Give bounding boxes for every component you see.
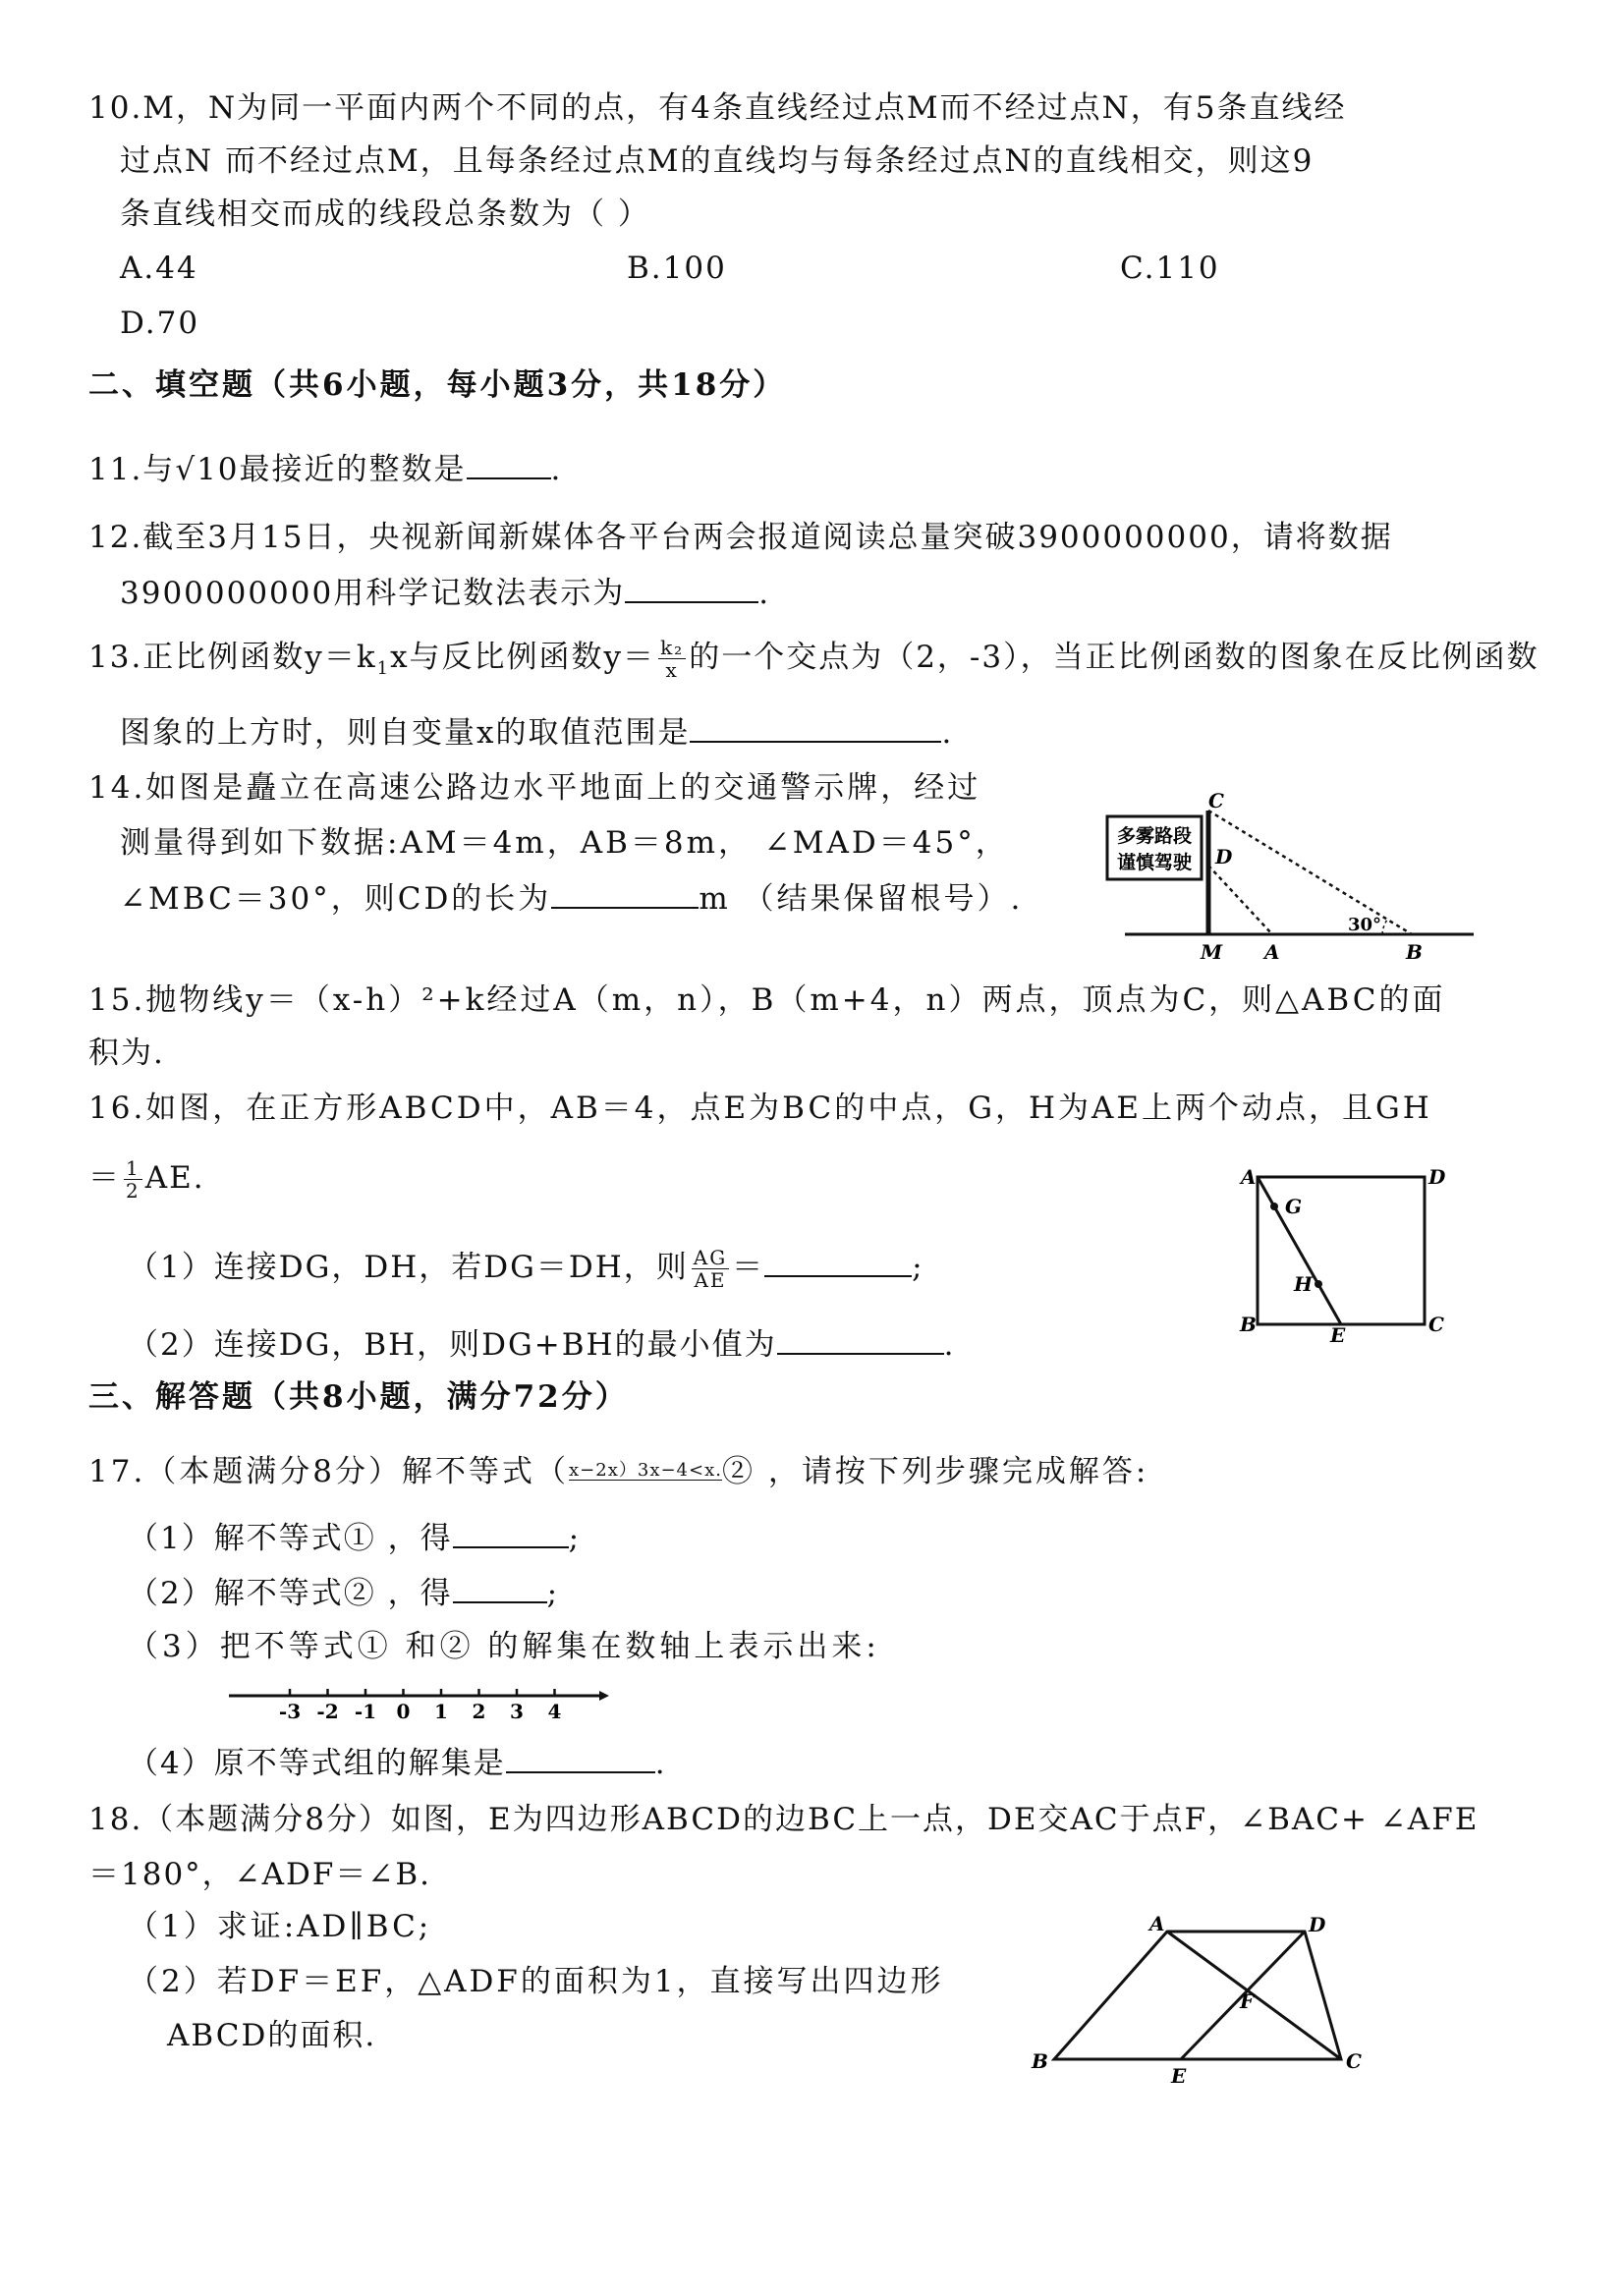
q17-step3: （3）把不等式① 和② 的解集在数轴上表示出来: bbox=[128, 1629, 880, 1664]
label-d: D bbox=[1428, 1165, 1446, 1189]
q10-option-d: D.70 bbox=[120, 306, 200, 341]
q17-step1 bbox=[128, 1517, 581, 1558]
q16-line1: 16.如图，在正方形ABCD中，AB＝4，点E为BC的中点，G，H为AE上两个动点，且GH bbox=[88, 1091, 1432, 1126]
q16-line2 bbox=[88, 1157, 205, 1202]
label-a: A bbox=[1264, 940, 1280, 964]
q13-before: 13.正比例函数y＝k bbox=[88, 640, 377, 675]
q11-after: 最接近的整数是 bbox=[239, 452, 467, 487]
q17-system: x−2x）3x−4<x. bbox=[569, 1460, 722, 1481]
q16-part1-blank[interactable] bbox=[764, 1246, 912, 1277]
tick-label: 1 bbox=[434, 1700, 448, 1723]
q17-step1-blank[interactable] bbox=[453, 1517, 569, 1548]
label-g: G bbox=[1285, 1195, 1303, 1218]
q18-line2: ＝180°，∠ADF＝∠B. bbox=[88, 1857, 432, 1892]
q13-end: . bbox=[941, 715, 954, 751]
q11-answer-blank[interactable] bbox=[467, 448, 551, 479]
section3-title: 三、解答题（共8小题，满分72分） bbox=[88, 1379, 629, 1415]
q13-after: 的一个交点为（2，-3），当正比例函数的图象在反比例函数 bbox=[689, 640, 1539, 675]
point-g bbox=[1270, 1203, 1278, 1210]
label-d: D bbox=[1215, 845, 1233, 868]
q16-line2-rest: AE. bbox=[144, 1160, 205, 1196]
q18-part2: （2）若DF＝EF，△ADF的面积为1，直接写出四边形 bbox=[128, 1964, 944, 1999]
q14-line3b: m （结果保留根号）. bbox=[699, 881, 1024, 917]
q18-part2b: ABCD的面积. bbox=[167, 2018, 377, 2053]
q11-before: 11.与 bbox=[88, 452, 176, 487]
angle-label: 30° bbox=[1348, 915, 1382, 935]
label-e: E bbox=[1330, 1323, 1346, 1347]
q14-line2: 测量得到如下数据:AM＝4m，AB＝8m， ∠MAD＝45°， bbox=[120, 825, 1009, 861]
q10-option-b: B.100 bbox=[627, 251, 727, 286]
tick-label: -1 bbox=[354, 1700, 377, 1723]
q14-answer-blank[interactable] bbox=[551, 877, 699, 909]
q12-answer-blank[interactable] bbox=[625, 572, 758, 603]
q13-answer-blank[interactable] bbox=[690, 711, 941, 743]
q17-number-line bbox=[221, 1678, 614, 1727]
line-ad bbox=[1208, 866, 1272, 934]
q13-mid: x与反比例函数y＝ bbox=[390, 640, 656, 675]
q17-step2-blank[interactable] bbox=[453, 1572, 547, 1603]
q17-step2-end: ; bbox=[546, 1576, 560, 1611]
q14-sign-figure bbox=[1105, 791, 1483, 963]
q16-part1-end: ; bbox=[912, 1250, 924, 1285]
q16-square-figure bbox=[1233, 1162, 1446, 1347]
q16-part1-den: AE bbox=[694, 1268, 727, 1292]
q16-part1-num: AG bbox=[693, 1246, 728, 1269]
q17-circle2: ② bbox=[721, 1454, 756, 1489]
q17-step4-blank[interactable] bbox=[506, 1742, 655, 1773]
q10-line2: 过点N 而不经过点M，且每条经过点M的直线均与每条经过点N的直线相交，则这9 bbox=[120, 143, 1315, 179]
q18-line1: 18.（本题满分8分）如图，E为四边形ABCD的边BC上一点，DE交AC于点F，∠BAC+ ∠AFE bbox=[88, 1802, 1480, 1837]
q13-frac-num: k₂ bbox=[660, 636, 685, 659]
q17-header bbox=[88, 1452, 1148, 1491]
q17-step2 bbox=[128, 1572, 559, 1613]
q10-option-c: C.110 bbox=[1120, 251, 1220, 286]
q17-step2-text: （2）解不等式② ，得 bbox=[128, 1576, 453, 1611]
q13-frac-den: x bbox=[665, 658, 679, 682]
q13-line1 bbox=[88, 637, 1539, 689]
q17-suffix: ，请按下列步骤完成解答: bbox=[767, 1454, 1149, 1489]
label-b: B bbox=[1240, 1313, 1257, 1336]
tick-label: -2 bbox=[316, 1700, 339, 1723]
q16-half-den: 2 bbox=[126, 1179, 140, 1203]
q17-step4 bbox=[128, 1742, 667, 1783]
q16-part2-wrap bbox=[128, 1323, 955, 1365]
q14-line1: 14.如图是矗立在高速公路边水平地面上的交通警示牌，经过 bbox=[88, 770, 981, 806]
tick-label: 3 bbox=[510, 1700, 524, 1723]
label-f: F bbox=[1240, 1989, 1255, 2013]
label-c: C bbox=[1428, 1313, 1444, 1336]
tick-label: 0 bbox=[396, 1700, 411, 1723]
label-c: C bbox=[1346, 2049, 1362, 2073]
q13-line2-wrap bbox=[120, 711, 953, 753]
tick-group bbox=[279, 1689, 562, 1723]
q12-line1: 12.截至3月15日，央视新闻新媒体各平台两会报道阅读总量突破3900000000，请将数据 bbox=[88, 520, 1393, 555]
label-b: B bbox=[1406, 940, 1423, 964]
label-e: E bbox=[1171, 2064, 1187, 2088]
q17-step4-text: （4）原不等式组的解集是 bbox=[128, 1746, 506, 1781]
q17-prefix: 17.（本题满分8分）解不等式（ bbox=[88, 1454, 570, 1489]
q14-line3 bbox=[120, 877, 1023, 919]
angle-arc bbox=[1382, 920, 1387, 934]
section2-title: 二、填空题（共6小题，每小题3分，共18分） bbox=[88, 367, 787, 403]
q16-part1-before: （1）连接DG，DH，若DG＝DH，则 bbox=[128, 1250, 689, 1285]
q12-line2-wrap bbox=[120, 572, 770, 613]
q18-quadrilateral-figure bbox=[1022, 1914, 1375, 2091]
tick-label: -3 bbox=[278, 1700, 302, 1723]
q15-line2: 积为. bbox=[88, 1036, 165, 1071]
label-h: H bbox=[1294, 1272, 1313, 1296]
sign-text-2: 谨慎驾驶 bbox=[1116, 852, 1193, 873]
label-a: A bbox=[1149, 1912, 1165, 1935]
q16-line2-eq: ＝ bbox=[88, 1160, 121, 1196]
q10-option-a: A.44 bbox=[120, 251, 198, 286]
q18-part1: （1）求证:AD∥BC; bbox=[128, 1909, 432, 1944]
q11-radical: √10 bbox=[175, 452, 240, 487]
q16-part1 bbox=[128, 1246, 924, 1291]
q17-step1-text: （1）解不等式① ，得 bbox=[128, 1521, 453, 1556]
label-c: C bbox=[1208, 789, 1224, 812]
q13-fraction bbox=[658, 637, 686, 681]
label-b: B bbox=[1032, 2049, 1048, 2073]
label-m: M bbox=[1201, 940, 1223, 964]
q15-line1: 15.抛物线y＝（x-h）²+k经过A（m，n），B（m+4，n）两点，顶点为C，则△ABC的面 bbox=[88, 982, 1446, 1018]
q16-ag-ae-fraction bbox=[692, 1247, 729, 1291]
label-d: D bbox=[1309, 1913, 1326, 1936]
q10-line1: 10.M，N为同一平面内两个不同的点，有4条直线经过点M而不经过点N，有5条直线经 bbox=[88, 90, 1347, 126]
q16-half-num: 1 bbox=[126, 1156, 140, 1180]
label-a: A bbox=[1241, 1165, 1257, 1189]
square-abcd bbox=[1258, 1177, 1425, 1324]
point-h bbox=[1315, 1280, 1322, 1288]
q13-sub1: 1 bbox=[376, 658, 391, 680]
tick-label: 2 bbox=[472, 1700, 486, 1723]
q12-line2: 3900000000用科学记数法表示为 bbox=[120, 576, 626, 611]
tick-label: 4 bbox=[547, 1700, 562, 1723]
q11-end: . bbox=[550, 452, 563, 487]
q13-line2: 图象的上方时，则自变量x的取值范围是 bbox=[120, 715, 691, 751]
q10-line3: 条直线相交而成的线段总条数为（ ） bbox=[120, 196, 650, 232]
diagonal-ac bbox=[1167, 1932, 1341, 2059]
q16-half-fraction bbox=[124, 1157, 142, 1202]
q17-step4-end: . bbox=[654, 1746, 667, 1781]
q16-part2: （2）连接DG，BH，则DG+BH的最小值为 bbox=[128, 1327, 777, 1363]
q16-part2-blank[interactable] bbox=[777, 1323, 944, 1355]
q17-step1-end: ; bbox=[568, 1521, 582, 1556]
q14-line3a: ∠MBC＝30°，则CD的长为 bbox=[120, 881, 552, 917]
q12-end: . bbox=[758, 576, 771, 611]
q16-part1-eq: ＝ bbox=[732, 1250, 765, 1285]
q11-line bbox=[88, 448, 562, 489]
sign-text-1: 多雾路段 bbox=[1116, 825, 1193, 847]
q16-part2-end: . bbox=[943, 1327, 956, 1363]
axis-arrow bbox=[599, 1691, 609, 1701]
